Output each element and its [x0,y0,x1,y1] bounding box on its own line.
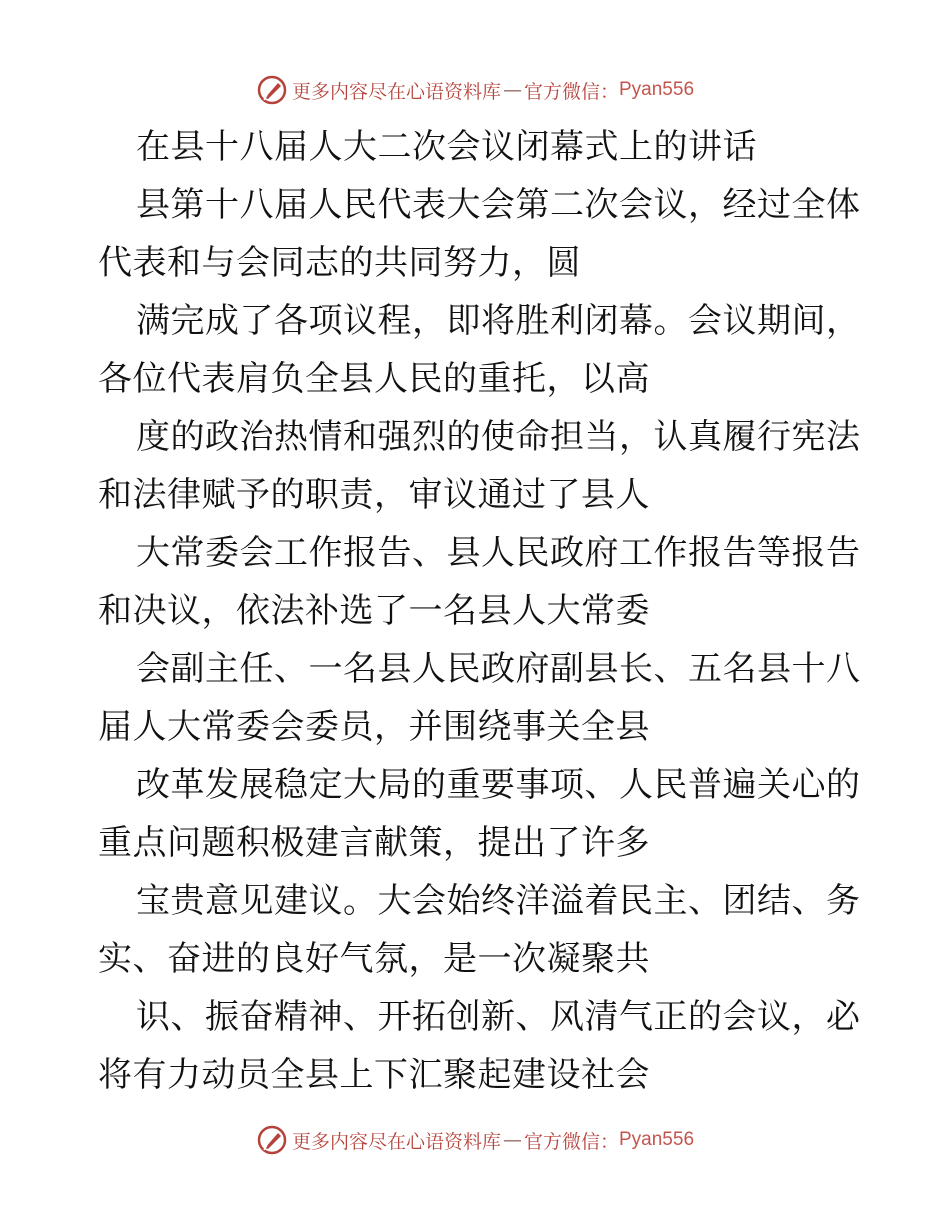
watermark-wechat-label: 官方微信： [523,80,619,103]
watermark-main-text: 更多内容尽在心语资料库 [291,80,501,103]
text-line: 代表和与会同志的共同努力，圆 [98,243,581,283]
text-line: 度的政治热情和强烈的使命担当，认真履行宪法 [136,417,861,457]
text-line: 将有力动员全县上下汇聚起建设社会 [98,1055,650,1095]
watermark-wechat-handle: Pyan556 [619,79,695,100]
watermark-separator: — [502,1129,522,1151]
watermark-separator: — [502,79,522,101]
watermark-wechat-label: 官方微信： [523,1130,619,1153]
text-line: 实、奋进的良好气氛，是一次凝聚共 [98,939,650,979]
text-line: 会副主任、一名县人民政府副县长、五名县十八 [136,649,861,689]
text-line: 大常委会工作报告、县人民政府工作报告等报告 [136,533,861,573]
footer-watermark [0,1120,950,1160]
text-line: 满完成了各项议程，即将胜利闭幕。会议期间， [136,301,861,341]
quill-pen-logo-icon [256,1124,288,1156]
text-line: 县第十八届人民代表大会第二次会议，经过全体 [136,185,861,225]
text-line: 识、振奋精神、开拓创新、风清气正的会议，必 [136,997,861,1037]
text-line: 届人大常委会委员，并围绕事关全县 [98,707,650,747]
text-line: 改革发展稳定大局的重要事项、人民普遍关心的 [136,765,861,805]
text-line: 和法律赋予的职责，审议通过了县人 [98,475,650,515]
text-line: 和决议，依法补选了一名县人大常委 [98,591,650,631]
text-line: 重点问题积极建言献策，提出了许多 [98,823,650,863]
document-title: 在县十八届人大二次会议闭幕式上的讲话 [136,127,757,167]
text-line: 宝贵意见建议。大会始终洋溢着民主、团结、务 [136,881,861,921]
watermark-main-text: 更多内容尽在心语资料库 [291,1130,501,1153]
watermark-wechat-handle: Pyan556 [619,1129,695,1150]
text-line: 各位代表肩负全县人民的重托，以高 [98,359,650,399]
header-watermark [0,70,950,110]
document-body [98,118,861,1104]
quill-pen-logo-icon [256,74,288,106]
